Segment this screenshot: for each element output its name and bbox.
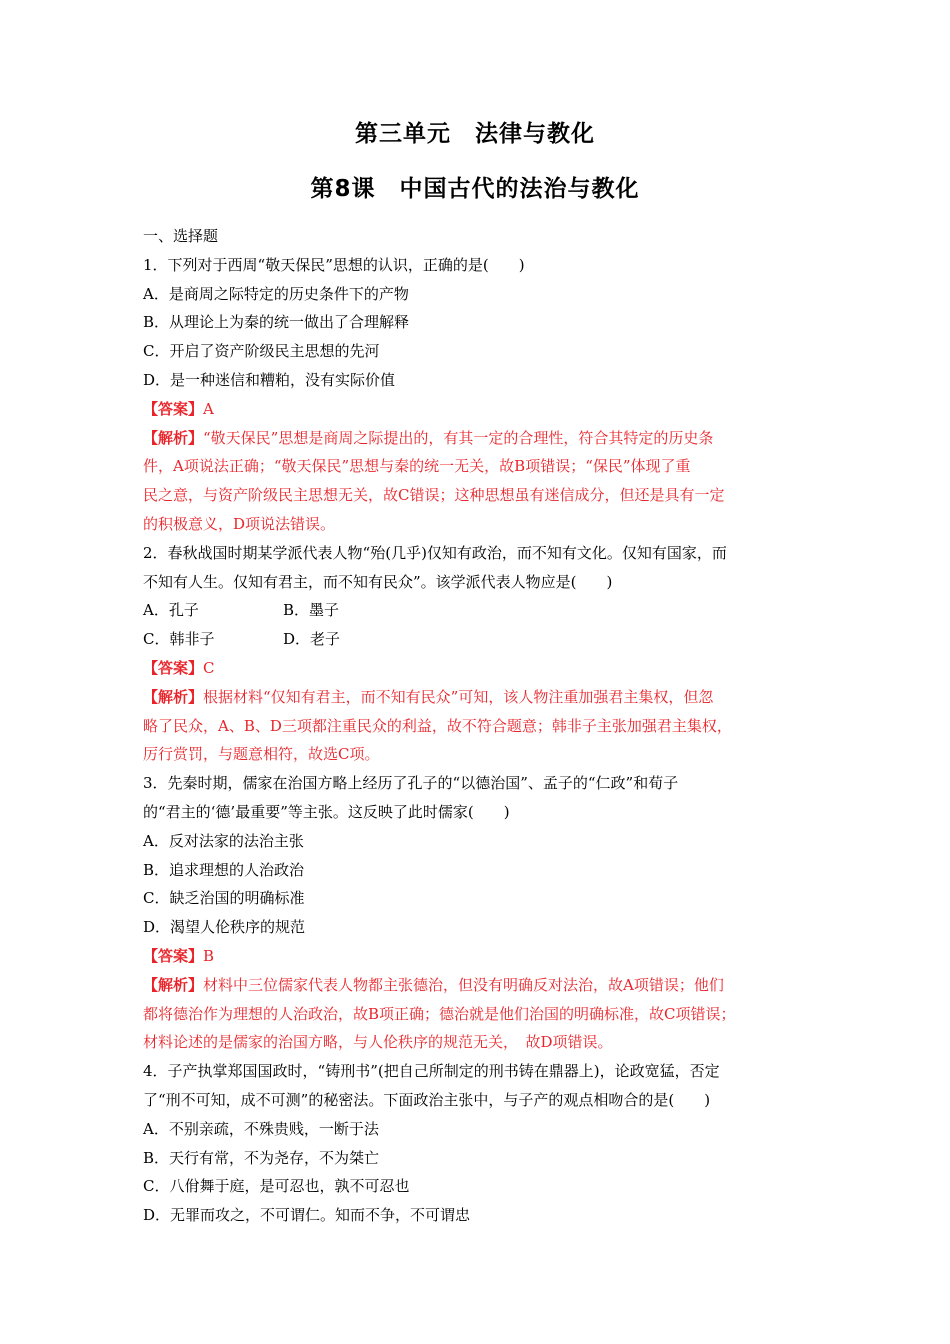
question-2-analysis-line (143, 683, 815, 712)
question-4-option-b: B．天行有常，不为尧存，不为桀亡 (143, 1148, 380, 1167)
question-2-analysis-line: 厉行赏罚，与题意相符，故选C项。 (143, 745, 380, 764)
question-1-option-a: A．是商周之际特定的历史条件下的产物 (143, 284, 409, 303)
question-1-option-d: D．是一种迷信和糟粕，没有实际价值 (143, 370, 396, 389)
answer-tag: 【答案】 (143, 399, 204, 418)
answer-value: C (203, 658, 215, 677)
question-2-stem: 2．春秋战国时期某学派代表人物“殆(几乎)仅知有政治，而不知有文化。仅知有国家，而 (143, 543, 727, 562)
question-3-analysis-line: 材料论述的是儒家的治国方略，与人伦秩序的规范无关， 故D项错误。 (143, 1033, 613, 1052)
analysis-tag: 【解析】 (143, 428, 204, 447)
answer-tag: 【答案】 (143, 946, 204, 965)
question-3-option-d: D．渴望人伦秩序的规范 (143, 918, 306, 937)
analysis-text: “敬天保民”思想是商周之际提出的，有其一定的合理性，符合其特定的历史条 (203, 428, 714, 447)
question-2-option-c: C．韩非子 (143, 630, 215, 649)
question-4-option-a: A．不别亲疏，不殊贵贱，一断于法 (143, 1119, 379, 1138)
question-1-stem: 1．下列对于西周“敬天保民”思想的认识，正确的是( ) (143, 255, 525, 274)
question-1-analysis-line: 民之意，与资产阶级民主思想无关，故C错误；这种思想虽有迷信成分，但还是具有一定 (143, 486, 725, 505)
question-3-answer (143, 942, 815, 971)
answer-value: B (203, 946, 215, 965)
section-heading: 一、选择题 (143, 227, 219, 245)
question-3-option-c: C．缺乏治国的明确标准 (143, 889, 305, 908)
analysis-tag: 【解析】 (143, 687, 204, 706)
answer-value: A (203, 399, 214, 418)
question-2-analysis-line: 略了民众，A、B、D三项都注重民众的利益，故不符合题意；韩非子主张加强君主集权， (143, 716, 732, 735)
question-1-analysis-line: 件，A项说法正确；“敬天保民”思想与秦的统一无关，故B项错误；“保民”体现了重 (143, 457, 691, 476)
question-2-options-row (143, 625, 815, 654)
question-3-option-b: B．追求理想的人治政治 (143, 860, 305, 879)
question-3-stem: 的“君主的‘德’最重要”等主张。这反映了此时儒家( ) (143, 802, 510, 821)
question-2-option-d: D．老子 (283, 630, 341, 649)
question-1-option-c: C．开启了资产阶级民主思想的先河 (143, 342, 380, 361)
lesson-title: 第8课 中国古代的法治与教化 (310, 176, 640, 202)
analysis-tag: 【解析】 (143, 975, 204, 994)
question-3-analysis-line: 都将德治作为理想的人治政治，故B项正确；德治就是他们治国的明确标准，故C项错误； (143, 1004, 736, 1023)
question-1-analysis-line: 的积极意义，D项说法错误。 (143, 514, 336, 533)
question-content (143, 222, 815, 1230)
question-2-option-b: B．墨子 (283, 601, 340, 620)
question-3-analysis-line (143, 971, 815, 1000)
question-4-option-d: D．无罪而攻之，不可谓仁。知而不争，不可谓忠 (143, 1206, 471, 1225)
question-2-options-row (143, 596, 815, 625)
question-1-option-b: B．从理论上为秦的统一做出了合理解释 (143, 313, 410, 332)
question-4-stem: 4．子产执掌郑国国政时，“铸刑书”(把自己所制定的刑书铸在鼎器上)，论政宽猛，否定 (143, 1062, 720, 1081)
question-2-answer (143, 654, 815, 683)
question-1-analysis-line (143, 424, 815, 453)
question-4-option-c: C．八佾舞于庭，是可忍也，孰不可忍也 (143, 1177, 410, 1196)
question-3-option-a: A．反对法家的法治主张 (143, 831, 304, 850)
answer-tag: 【答案】 (143, 658, 204, 677)
analysis-text: 根据材料“仅知有君主，而不知有民众”可知，该人物注重加强君主集权，但忽 (203, 687, 714, 706)
question-1-answer (143, 395, 815, 424)
question-2-option-a: A．孔子 (143, 601, 199, 620)
question-4-stem: 了“刑不可知，成不可测”的秘密法。下面政治主张中，与子产的观点相吻合的是( ) (143, 1090, 711, 1109)
analysis-text: 材料中三位儒家代表人物都主张德治，但没有明确反对法治，故A项错误；他们 (203, 975, 724, 994)
question-3-stem: 3．先秦时期，儒家在治国方略上经历了孔子的“以德治国”、孟子的“仁政”和荀子 (143, 774, 679, 793)
question-2-stem: 不知有人生。仅知有君主，而不知有民众”。该学派代表人物应是( ) (143, 572, 613, 591)
unit-title: 第三单元 法律与教化 (355, 121, 595, 147)
